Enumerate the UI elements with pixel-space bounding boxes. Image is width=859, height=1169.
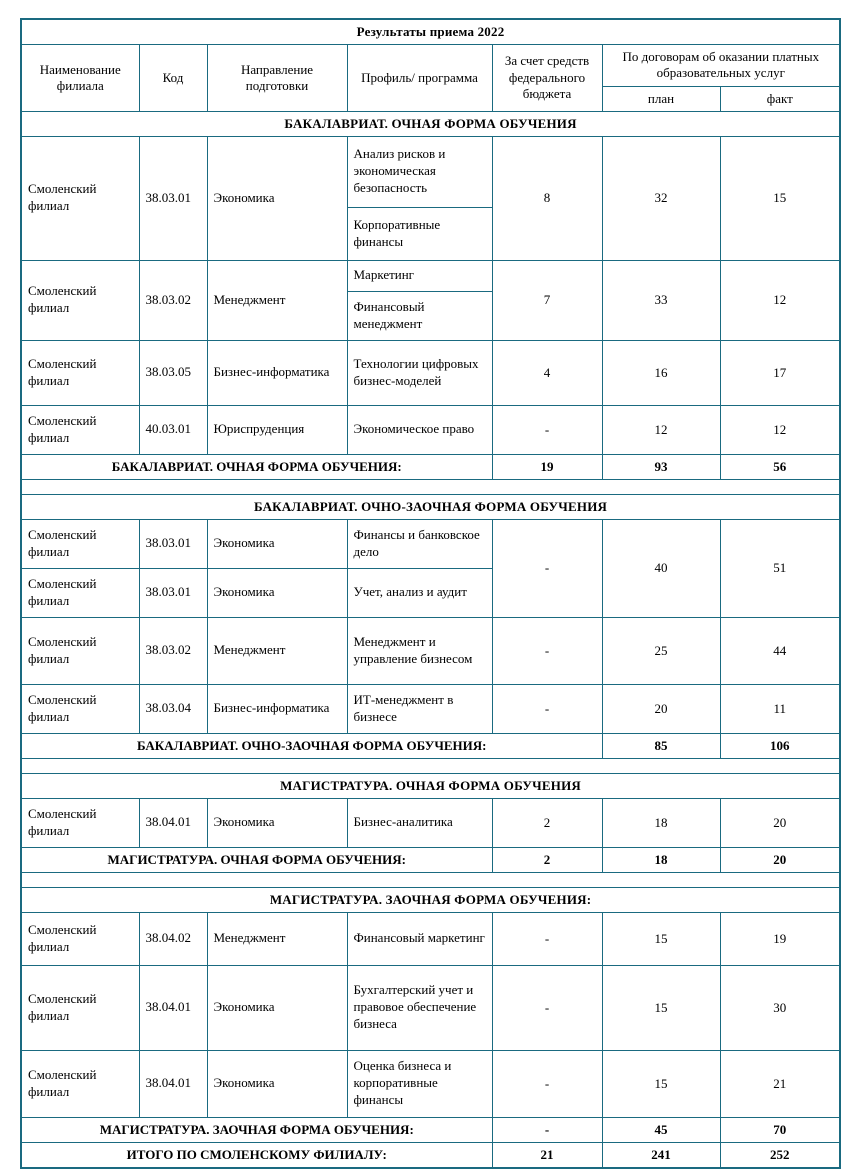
cell-plan: 32: [602, 136, 720, 260]
header-plan: план: [602, 86, 720, 111]
cell-direction: Экономика: [207, 965, 347, 1050]
cell-profile: ИТ-менеджмент в бизнесе: [347, 684, 492, 733]
section-heading-master-full-time: МАГИСТРАТУРА. ОЧНАЯ ФОРМА ОБУЧЕНИЯ: [21, 773, 840, 798]
spacer: [21, 872, 840, 887]
cell-profile: Менеджмент и управление бизнесом: [347, 617, 492, 684]
table-row: [21, 519, 840, 568]
grand-total-fact: 252: [720, 1142, 840, 1168]
total-label: БАКАЛАВРИАТ. ОЧНО-ЗАОЧНАЯ ФОРМА ОБУЧЕНИЯ:: [21, 733, 602, 758]
cell-branch: Смоленский филиал: [21, 568, 139, 617]
cell-fact: 15: [720, 136, 840, 260]
table-row: [21, 1050, 840, 1117]
cell-branch: Смоленский филиал: [21, 519, 139, 568]
cell-budget: -: [492, 519, 602, 617]
header-branch: Наименование филиала: [21, 45, 139, 112]
cell-fact: 51: [720, 519, 840, 617]
total-plan: 93: [602, 454, 720, 479]
cell-profile: Анализ рисков и экономическая безопасность: [347, 136, 492, 207]
cell-branch: Смоленский филиал: [21, 136, 139, 260]
cell-code: 38.04.01: [139, 1050, 207, 1117]
cell-direction: Экономика: [207, 798, 347, 847]
cell-code: 38.03.05: [139, 340, 207, 405]
cell-code: 38.03.02: [139, 260, 207, 340]
cell-fact: 20: [720, 798, 840, 847]
cell-branch: Смоленский филиал: [21, 684, 139, 733]
cell-budget: 7: [492, 260, 602, 340]
table-title-row: [21, 19, 840, 45]
cell-code: 38.03.04: [139, 684, 207, 733]
table-row: [21, 617, 840, 684]
total-fact: 106: [720, 733, 840, 758]
total-label: МАГИСТРАТУРА. ЗАОЧНАЯ ФОРМА ОБУЧЕНИЯ:: [21, 1117, 492, 1142]
cell-profile: Учет, анализ и аудит: [347, 568, 492, 617]
cell-plan: 33: [602, 260, 720, 340]
section-total-row: [21, 1117, 840, 1142]
cell-code: 38.04.02: [139, 912, 207, 965]
cell-plan: 15: [602, 965, 720, 1050]
cell-direction: Бизнес-информатика: [207, 684, 347, 733]
grand-total-plan: 241: [602, 1142, 720, 1168]
cell-fact: 12: [720, 405, 840, 454]
header-direction: Направление подготовки: [207, 45, 347, 112]
cell-profile: Финансовый менеджмент: [347, 291, 492, 340]
header-profile: Профиль/ программа: [347, 45, 492, 112]
header-paid: По договорам об оказании платных образовательных услуг: [602, 45, 840, 87]
section-heading-bachelor-part-time: БАКАЛАВРИАТ. ОЧНО-ЗАОЧНАЯ ФОРМА ОБУЧЕНИЯ: [21, 494, 840, 519]
cell-branch: Смоленский филиал: [21, 617, 139, 684]
cell-direction: Менеджмент: [207, 260, 347, 340]
cell-direction: Экономика: [207, 519, 347, 568]
grand-total-budget: 21: [492, 1142, 602, 1168]
total-budget: 2: [492, 847, 602, 872]
total-label: БАКАЛАВРИАТ. ОЧНАЯ ФОРМА ОБУЧЕНИЯ:: [21, 454, 492, 479]
spacer: [21, 479, 840, 494]
header-fact: факт: [720, 86, 840, 111]
table-row: [21, 260, 840, 291]
cell-fact: 21: [720, 1050, 840, 1117]
cell-profile: Маркетинг: [347, 260, 492, 291]
cell-branch: Смоленский филиал: [21, 1050, 139, 1117]
cell-fact: 17: [720, 340, 840, 405]
cell-plan: 15: [602, 1050, 720, 1117]
cell-direction: Бизнес-информатика: [207, 340, 347, 405]
cell-plan: 18: [602, 798, 720, 847]
cell-code: 38.03.01: [139, 136, 207, 260]
cell-profile: Бухгалтерский учет и правовое обеспечение бизнеса: [347, 965, 492, 1050]
cell-budget: -: [492, 684, 602, 733]
cell-profile: Финансы и банковское дело: [347, 519, 492, 568]
table-row: [21, 136, 840, 207]
cell-profile: Оценка бизнеса и корпоративные финансы: [347, 1050, 492, 1117]
cell-budget: -: [492, 1050, 602, 1117]
cell-fact: 30: [720, 965, 840, 1050]
section-total-row: [21, 454, 840, 479]
cell-branch: Смоленский филиал: [21, 260, 139, 340]
cell-budget: 8: [492, 136, 602, 260]
cell-code: 38.04.01: [139, 965, 207, 1050]
cell-direction: Юриспруденция: [207, 405, 347, 454]
spacer: [21, 758, 840, 773]
total-budget: 19: [492, 454, 602, 479]
cell-fact: 11: [720, 684, 840, 733]
cell-plan: 20: [602, 684, 720, 733]
cell-branch: Смоленский филиал: [21, 912, 139, 965]
table-row: [21, 965, 840, 1050]
table-row: [21, 798, 840, 847]
header-code: Код: [139, 45, 207, 112]
cell-plan: 12: [602, 405, 720, 454]
cell-profile: Финансовый маркетинг: [347, 912, 492, 965]
header-budget: За счет средств федерального бюджета: [492, 45, 602, 112]
cell-budget: -: [492, 617, 602, 684]
total-plan: 45: [602, 1117, 720, 1142]
cell-profile: Технологии цифровых бизнес-моделей: [347, 340, 492, 405]
section-heading-master-distance: МАГИСТРАТУРА. ЗАОЧНАЯ ФОРМА ОБУЧЕНИЯ:: [21, 887, 840, 912]
table-header-row: [21, 45, 840, 87]
cell-budget: 4: [492, 340, 602, 405]
cell-plan: 25: [602, 617, 720, 684]
cell-direction: Экономика: [207, 1050, 347, 1117]
total-plan: 18: [602, 847, 720, 872]
cell-plan: 15: [602, 912, 720, 965]
total-fact: 56: [720, 454, 840, 479]
grand-total-label: ИТОГО ПО СМОЛЕНСКОМУ ФИЛИАЛУ:: [21, 1142, 492, 1168]
total-plan: 85: [602, 733, 720, 758]
cell-plan: 16: [602, 340, 720, 405]
cell-code: 38.03.01: [139, 568, 207, 617]
cell-code: 38.03.01: [139, 519, 207, 568]
cell-budget: -: [492, 912, 602, 965]
cell-fact: 44: [720, 617, 840, 684]
table-row: [21, 912, 840, 965]
admission-results-table: [20, 18, 841, 1169]
cell-direction: Экономика: [207, 568, 347, 617]
cell-fact: 12: [720, 260, 840, 340]
cell-branch: Смоленский филиал: [21, 798, 139, 847]
cell-budget: -: [492, 965, 602, 1050]
section-heading-bachelor-full-time: БАКАЛАВРИАТ. ОЧНАЯ ФОРМА ОБУЧЕНИЯ: [21, 111, 840, 136]
cell-direction: Экономика: [207, 136, 347, 260]
cell-code: 38.04.01: [139, 798, 207, 847]
cell-profile: Экономическое право: [347, 405, 492, 454]
section-total-row: [21, 847, 840, 872]
total-label: МАГИСТРАТУРА. ОЧНАЯ ФОРМА ОБУЧЕНИЯ:: [21, 847, 492, 872]
total-budget: -: [492, 1117, 602, 1142]
cell-branch: Смоленский филиал: [21, 405, 139, 454]
table-row: [21, 684, 840, 733]
cell-plan: 40: [602, 519, 720, 617]
cell-fact: 19: [720, 912, 840, 965]
cell-direction: Менеджмент: [207, 912, 347, 965]
cell-code: 40.03.01: [139, 405, 207, 454]
cell-profile: Бизнес-аналитика: [347, 798, 492, 847]
total-fact: 20: [720, 847, 840, 872]
cell-profile: Корпоративные финансы: [347, 207, 492, 260]
cell-branch: Смоленский филиал: [21, 965, 139, 1050]
table-row: [21, 405, 840, 454]
cell-budget: 2: [492, 798, 602, 847]
cell-direction: Менеджмент: [207, 617, 347, 684]
section-total-row: [21, 733, 840, 758]
cell-code: 38.03.02: [139, 617, 207, 684]
table-row: [21, 340, 840, 405]
total-fact: 70: [720, 1117, 840, 1142]
cell-branch: Смоленский филиал: [21, 340, 139, 405]
grand-total-row: [21, 1142, 840, 1168]
page-title: Результаты приема 2022: [21, 19, 840, 45]
cell-budget: -: [492, 405, 602, 454]
